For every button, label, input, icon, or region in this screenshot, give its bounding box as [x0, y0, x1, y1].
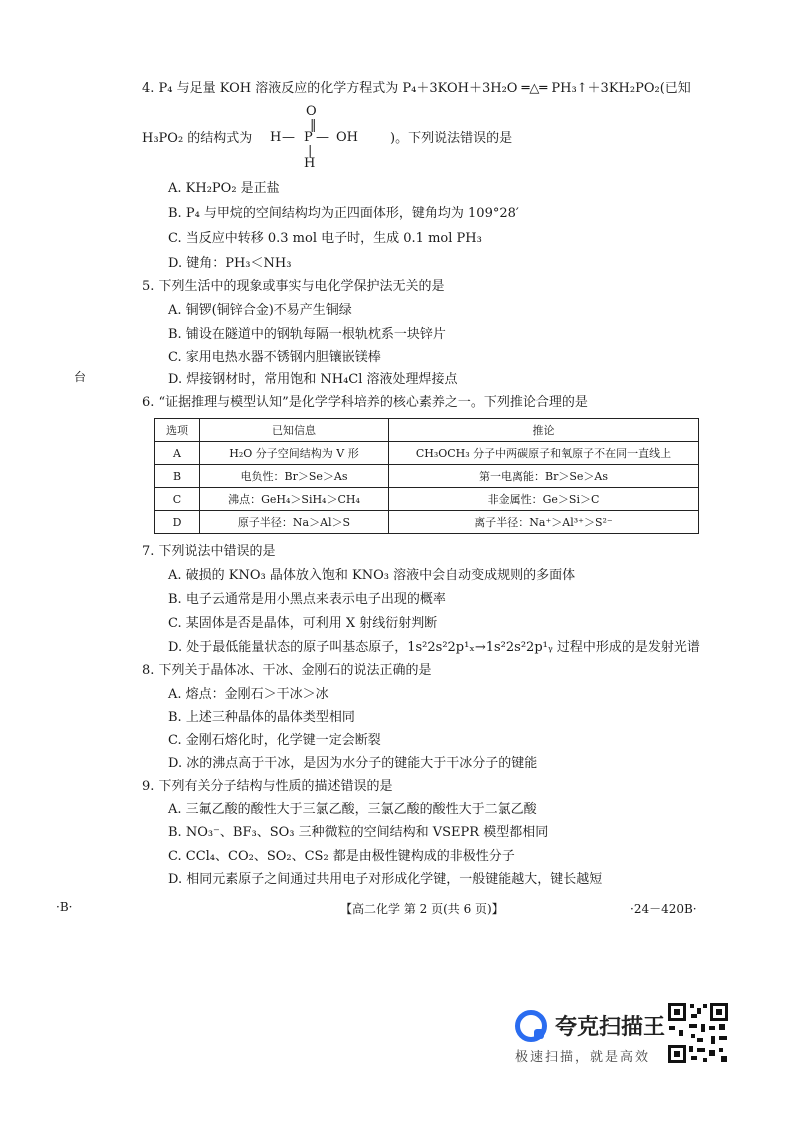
table-cell: 第一电离能：Br＞Se＞As [389, 465, 699, 488]
table-header: 已知信息 [200, 419, 389, 442]
table-header-row [155, 419, 699, 442]
table-cell: B [155, 465, 200, 488]
q4-line1: 4. P₄ 与足量 KOH 溶液反应的化学方程式为 P₄＋3KOH＋3H₂O ═△═ PH₃↑＋3KH₂PO₂(已知 [142, 81, 691, 96]
footer-right: ·24－420B· [630, 902, 697, 916]
qr-code-icon [667, 1002, 729, 1064]
table-row [155, 442, 699, 465]
q9-option-c: C. CCl₄、CO₂、SO₂、CS₂ 都是由极性键构成的非极性分子 [168, 849, 515, 864]
q4-option-c: C. 当反应中转移 0.3 mol 电子时，生成 0.1 mol PH₃ [168, 231, 482, 246]
table-cell: 电负性：Br＞Se＞As [200, 465, 389, 488]
q4-line2-pre: H₃PO₂ 的结构式为 [142, 131, 253, 146]
table-header: 选项 [155, 419, 200, 442]
struct-p: P [304, 130, 313, 145]
q8-option-d: D. 冰的沸点高于干冰，是因为水分子的键能大于干冰分子的键能 [168, 756, 538, 771]
q9-option-b: B. NO₃⁻、BF₃、SO₃ 三种微粒的空间结构和 VSEPR 模型都相同 [168, 825, 549, 840]
struct-o: O [306, 104, 317, 119]
q4-option-a: A. KH₂PO₂ 是正盐 [168, 181, 280, 196]
q6-table [154, 418, 699, 534]
scanner-brand-name: 夸克扫描王 [555, 1015, 666, 1040]
q4-option-b: B. P₄ 与甲烷的空间结构均为正四面体形，键角均为 109°28′ [168, 206, 519, 221]
q8-option-a: A. 熔点：金刚石＞干冰＞冰 [168, 687, 329, 702]
footer-left: ·B· [56, 900, 73, 914]
table-row [155, 511, 699, 534]
table-cell: C [155, 488, 200, 511]
struct-h-bot: H [304, 156, 316, 171]
q5-option-d: D. 焊接钢材时，常用饱和 NH₄Cl 溶液处理焊接点 [168, 372, 458, 387]
scanner-slogan: 极速扫描，就是高效 [515, 1050, 651, 1065]
table-cell: CH₃OCH₃ 分子中两碳原子和氧原子不在同一直线上 [389, 442, 699, 465]
q6-stem: 6. “证据推理与模型认知”是化学学科培养的核心素养之一。下列推论合理的是 [142, 395, 588, 410]
q7-option-c: C. 某固体是否是晶体，可利用 X 射线衍射判断 [168, 616, 438, 631]
q4-option-d: D. 键角：PH₃＜NH₃ [168, 256, 292, 271]
q8-stem: 8. 下列关于晶体冰、干冰、金刚石的说法正确的是 [142, 663, 432, 678]
q5-option-a: A. 铜锣(铜锌合金)不易产生铜绿 [168, 303, 352, 318]
footer-center: 【高二化学 第 2 页(共 6 页)】 [340, 902, 504, 916]
q9-stem: 9. 下列有关分子结构与性质的描述错误的是 [142, 779, 393, 794]
table-cell: 原子半径：Na＞Al＞S [200, 511, 389, 534]
q5-option-c: C. 家用电热水器不锈钢内胆镶嵌镁棒 [168, 350, 381, 365]
q4-line2-post: )。下列说法错误的是 [390, 131, 513, 146]
q8-option-b: B. 上述三种晶体的晶体类型相同 [168, 710, 355, 725]
q7-stem: 7. 下列说法中错误的是 [142, 544, 276, 559]
q7-option-b: B. 电子云通常是用小黑点来表示电子出现的概率 [168, 592, 446, 607]
table-row [155, 465, 699, 488]
table-cell: D [155, 511, 200, 534]
h3po2-structure: O ‖ H — P — OH | H [270, 104, 358, 171]
q8-option-c: C. 金刚石熔化时，化学键一定会断裂 [168, 733, 381, 748]
binding-margin-mark: 台 [74, 370, 87, 384]
q5-stem: 5. 下列生活中的现象或事实与电化学保护法无关的是 [142, 279, 445, 294]
table-header: 推论 [389, 419, 699, 442]
struct-h-top: H [270, 130, 282, 145]
struct-oh: OH [336, 130, 358, 145]
q7-option-a: A. 破损的 KNO₃ 晶体放入饱和 KNO₃ 溶液中会自动变成规则的多面体 [168, 568, 576, 583]
table-cell: A [155, 442, 200, 465]
table-cell: 离子半径：Na⁺＞Al³⁺＞S²⁻ [389, 511, 699, 534]
q9-option-d: D. 相同元素原子之间通过共用电子对形成化学键，一般键能越大，键长越短 [168, 872, 603, 887]
scanner-logo-icon [515, 1010, 547, 1042]
table-cell: 非金属性：Ge＞Si＞C [389, 488, 699, 511]
q5-option-b: B. 铺设在隧道中的钢轨每隔一根轨枕系一块锌片 [168, 327, 446, 342]
table-cell: H₂O 分子空间结构为 V 形 [200, 442, 389, 465]
q9-option-a: A. 三氟乙酸的酸性大于三氯乙酸，三氯乙酸的酸性大于二氯乙酸 [168, 802, 537, 817]
table-cell: 沸点：GeH₄＞SiH₄＞CH₄ [200, 488, 389, 511]
q7-option-d: D. 处于最低能量状态的原子叫基态原子，1s²2s²2p¹ₓ→1s²2s²2p¹ᵧ 过程中形成的是发射光谱 [168, 640, 700, 655]
table-row [155, 488, 699, 511]
